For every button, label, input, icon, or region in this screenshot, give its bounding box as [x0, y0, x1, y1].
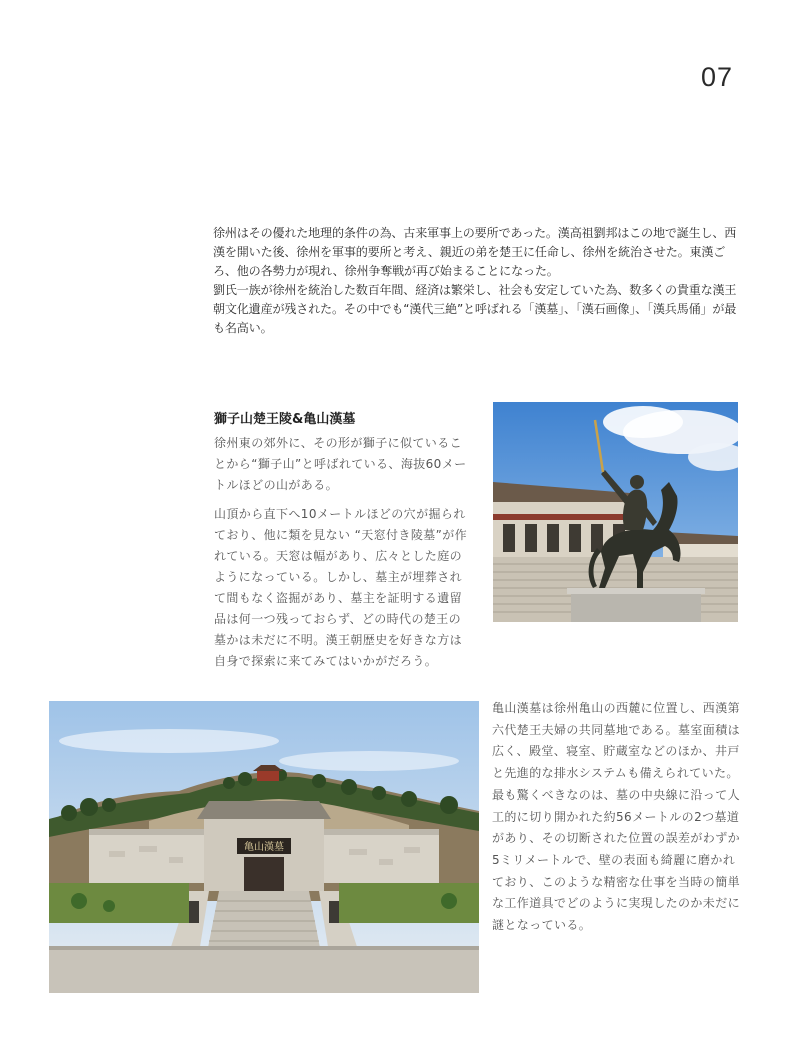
body-paragraph: 徐州東の郊外に、その形が獅子に似ていることから“獅子山”と呼ばれている、海抜60メートルほどの山がある。: [214, 436, 467, 492]
section-body: [214, 433, 470, 680]
body-paragraph: 山頂から直下へ10メートルほどの穴が掘られており、他に類を見ない “天窓付き陵墓”が作れている。天窓は幅があり、広々とした庭のようになっている。しかし、墓主が埋葬されて間もなく盗掘があり、墓主を証明する遺留品は何一つ残っておらず、どの時代の楚王の墓かは未だに不明。漢王朝歴史を好きな方は自身で探索に来てみてはいかがだろう。: [214, 507, 468, 668]
tomb-illustration: [49, 701, 479, 993]
tomb-description: [492, 698, 744, 937]
body-paragraph: 亀山漢墓は徐州亀山の西麓に位置し、西漢第六代楚王夫婦の共同墓地である。墓室面積は広く、殿堂、寝室、貯蔵室などのほか、井戸と先進的な排水システムも備えられていた。最も驚くべきなのは、墓の中央線に沿って人工的に切り開かれた約56メートルの2つ墓道があり、その切断された位置の誤差がわずか5ミリメートルで、壁の表面も綺麗に磨かれており、このような精密な仕事を当時の簡単な工作道具でどのように実現したのか未だに謎となっている。: [492, 701, 741, 933]
statue-photo: [493, 402, 738, 622]
tomb-photo: [49, 701, 479, 993]
intro-paragraph: 徐州はその優れた地理的条件の為、古来軍事上の要所であった。漢高祖劉邦はこの地で誕生し、西漢を開いた後、徐州を軍事的要所と考え、親近の弟を楚王に任命し、徐州を統治させた。東漢ごろ、他の各勢力が現れ、徐州争奪戦が再び始まることになった。: [213, 226, 737, 278]
page-number: 07: [700, 62, 733, 92]
intro-text: [213, 224, 743, 338]
section-title: 獅子山楚王陵&亀山漢墓: [214, 412, 356, 427]
tomb-sign-text: 亀山漢墓: [244, 842, 284, 853]
intro-paragraph: 劉氏一族が徐州を統治した数百年間、経済は繁栄し、社会も安定していた為、数多くの貴重な漢王朝文化遺産が残された。その中でも“漢代三絶”と呼ばれる「漢墓」、「漢石画像」、「漢兵馬俑」が最も名高い。: [213, 283, 737, 335]
statue-illustration: [493, 402, 738, 622]
